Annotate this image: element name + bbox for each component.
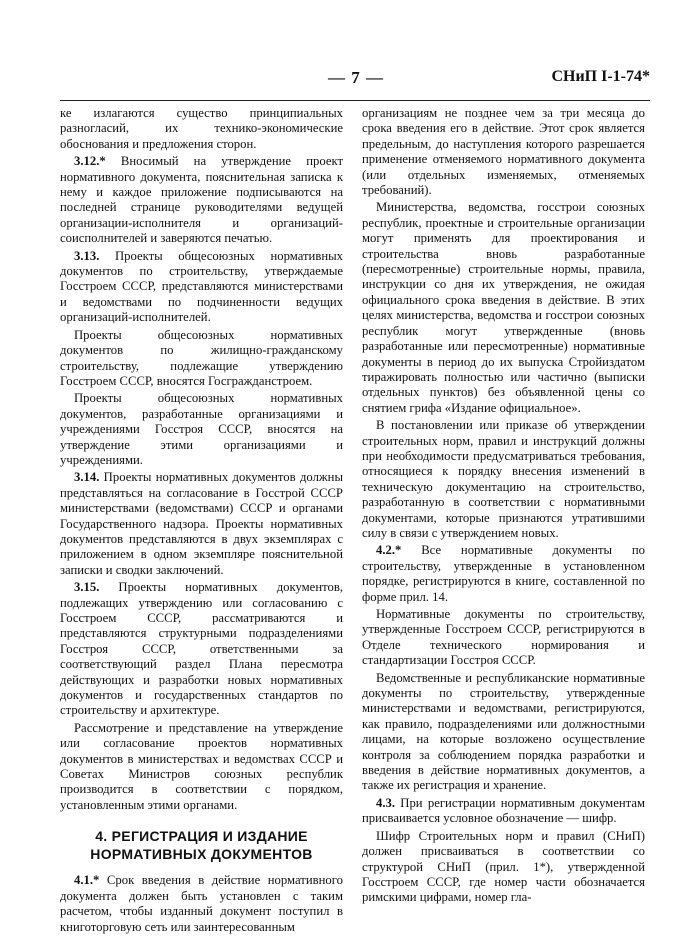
- paragraph-3-13: 3.13. Проекты общесоюзных нормативных документов по строительству, утверждаемые Госстроем СССР, представляются министерствами и ведомствами по подчиненности ведущих организаций-исполнителей.: [60, 248, 343, 325]
- paragraph-3-15: 3.15. Проекты нормативных документов, подлежащих утверждению или согласованию с Госстроем СССР, рассматриваются и представляются структурными подразделениями Госстроя СССР, ответственными за соответствующий раздел Плана пересмотра действующих и разработки новых нормативных документов и государственных стандартов по строительству и архитектуре.: [60, 580, 343, 718]
- section-heading-line-1: 4. РЕГИСТРАЦИЯ И ИЗДАНИЕ: [95, 828, 308, 845]
- paragraph: Ведомственные и республиканские нормативные документы по строительству, утвержденные министерствами и ведомствами, регистрируются, как правило, подразделениями или должностными лицами, на которые возложено осуществление контроля за соблюдением порядка разработки и введения в действие нормативных документов, а также их регистрация и хранение.: [362, 670, 645, 793]
- clause-number: 4.3.: [376, 795, 396, 810]
- right-column: [362, 106, 645, 908]
- paragraph: Рассмотрение и представление на утверждение или согласование проектов нормативных документов в министерствах и ведомствах СССР и Советах Министров союзных республик производится в соответствии с порядком, установленным этими органами.: [60, 720, 343, 812]
- paragraph: Проекты общесоюзных нормативных документов по жилищно-гражданскому строительству, подлежащие утверждению Госстроем СССР, вносятся Госгражданстроем.: [60, 327, 343, 388]
- section-heading-line-2: НОРМАТИВНЫХ ДОКУМЕНТОВ: [90, 846, 313, 863]
- paragraph-3-12: 3.12.* Вносимый на утверждение проект нормативного документа, пояснительная записка к нему и каждое приложение подписываются на последней странице руководителями ведущей организации-исполнителя и организаций-соисполнителей и заверяются печатью.: [60, 154, 343, 246]
- paragraph-3-14: 3.14. Проекты нормативных документов должны представляться на согласование в Госстрой СССР министерствами (ведомствами) СССР и органами Государственного надзора. Проекты нормативных документов представляются в двух экземплярах с приложением в одном экземпляре пояснительной записки и сводки заключений.: [60, 470, 343, 577]
- header-rule: [60, 100, 650, 101]
- document-code: СНиП I-1-74*: [551, 68, 650, 85]
- clause-number: 4.2.*: [376, 543, 402, 558]
- clause-number: 4.1.*: [74, 873, 100, 888]
- paragraph-4-1: 4.1.* Срок введения в действие нормативного документа должен быть установлен с таким расчетом, чтобы изданный документ поступил в книготорговую сеть или заинтересованным: [60, 873, 343, 934]
- paragraph: Проекты общесоюзных нормативных документов, разработанные организациями и учреждениями Госстроя СССР, вносятся на утверждение этими организациями и учреждениями.: [60, 391, 343, 467]
- section-heading: [60, 827, 343, 863]
- clause-number: 3.14.: [74, 470, 100, 485]
- clause-number: 3.13.: [74, 248, 100, 263]
- paragraph: В постановлении или приказе об утверждении строительных норм, правил и инструкций должны при необходимости предусматриваться требования, относящиеся к порядку внесения изменений в техническую документацию на строительство, разработанную в соответствии с нормативными документами, которые признаются утратившими силу в связи с утверждением новых.: [362, 418, 645, 540]
- paragraph: Министерства, ведомства, госстрои союзных республик, проектные и строительные организации могут применять для проектирования и строительства вновь разработанные (пересмотренные) строительные нормы, правила, инструкции со дня их утверждения, не ожидая официального срока введения в действие. В этих целях министерства, ведомства и госстрои союзных республик могут утвержденные (вновь разработанные или пересмотренные) нормативные документы в период до их выпуска Стройиздатом тиражировать полностью или частично (выписки отдельных пунктов) без объявленной цены со снятием грифа «Издание официальное».: [362, 200, 645, 415]
- left-column: [60, 106, 343, 937]
- clause-number: 3.12.*: [74, 154, 106, 169]
- paragraph: организациям не позднее чем за три месяца до срока введения его в действие. Этот срок является предельным, до наступления которого разрешается применение отменяемого нормативного документа (или отдельных изменяемых, отменяемых требований).: [362, 106, 645, 198]
- paragraph: Нормативные документы по строительству, утвержденные Госстроем СССР, регистрируются в Отделе технического нормирования и стандартизации Госстроя СССР.: [362, 607, 645, 668]
- paragraph: Шифр Строительных норм и правил (СНиП) должен присваиваться в соответствии со структурой СНиП (прил. 1*), утвержденной Госстроем СССР, где номер части обозначается римскими цифрами, номер гла-: [362, 828, 645, 905]
- page-number: — 7 —: [328, 68, 384, 87]
- clause-number: 3.15.: [74, 580, 100, 595]
- paragraph: ке излагаются существо принципиальных разногласий, их технико-экономические обоснования и предложения сторон.: [60, 106, 343, 151]
- paragraph-4-3: 4.3. При регистрации нормативным документам присваивается условное обозначение — шифр.: [362, 795, 645, 826]
- paragraph-4-2: 4.2.* Все нормативные документы по строительству, утвержденные в установленном порядке, регистрируются в книге, составленной по форме прил. 14.: [362, 543, 645, 604]
- page-header: [60, 62, 650, 102]
